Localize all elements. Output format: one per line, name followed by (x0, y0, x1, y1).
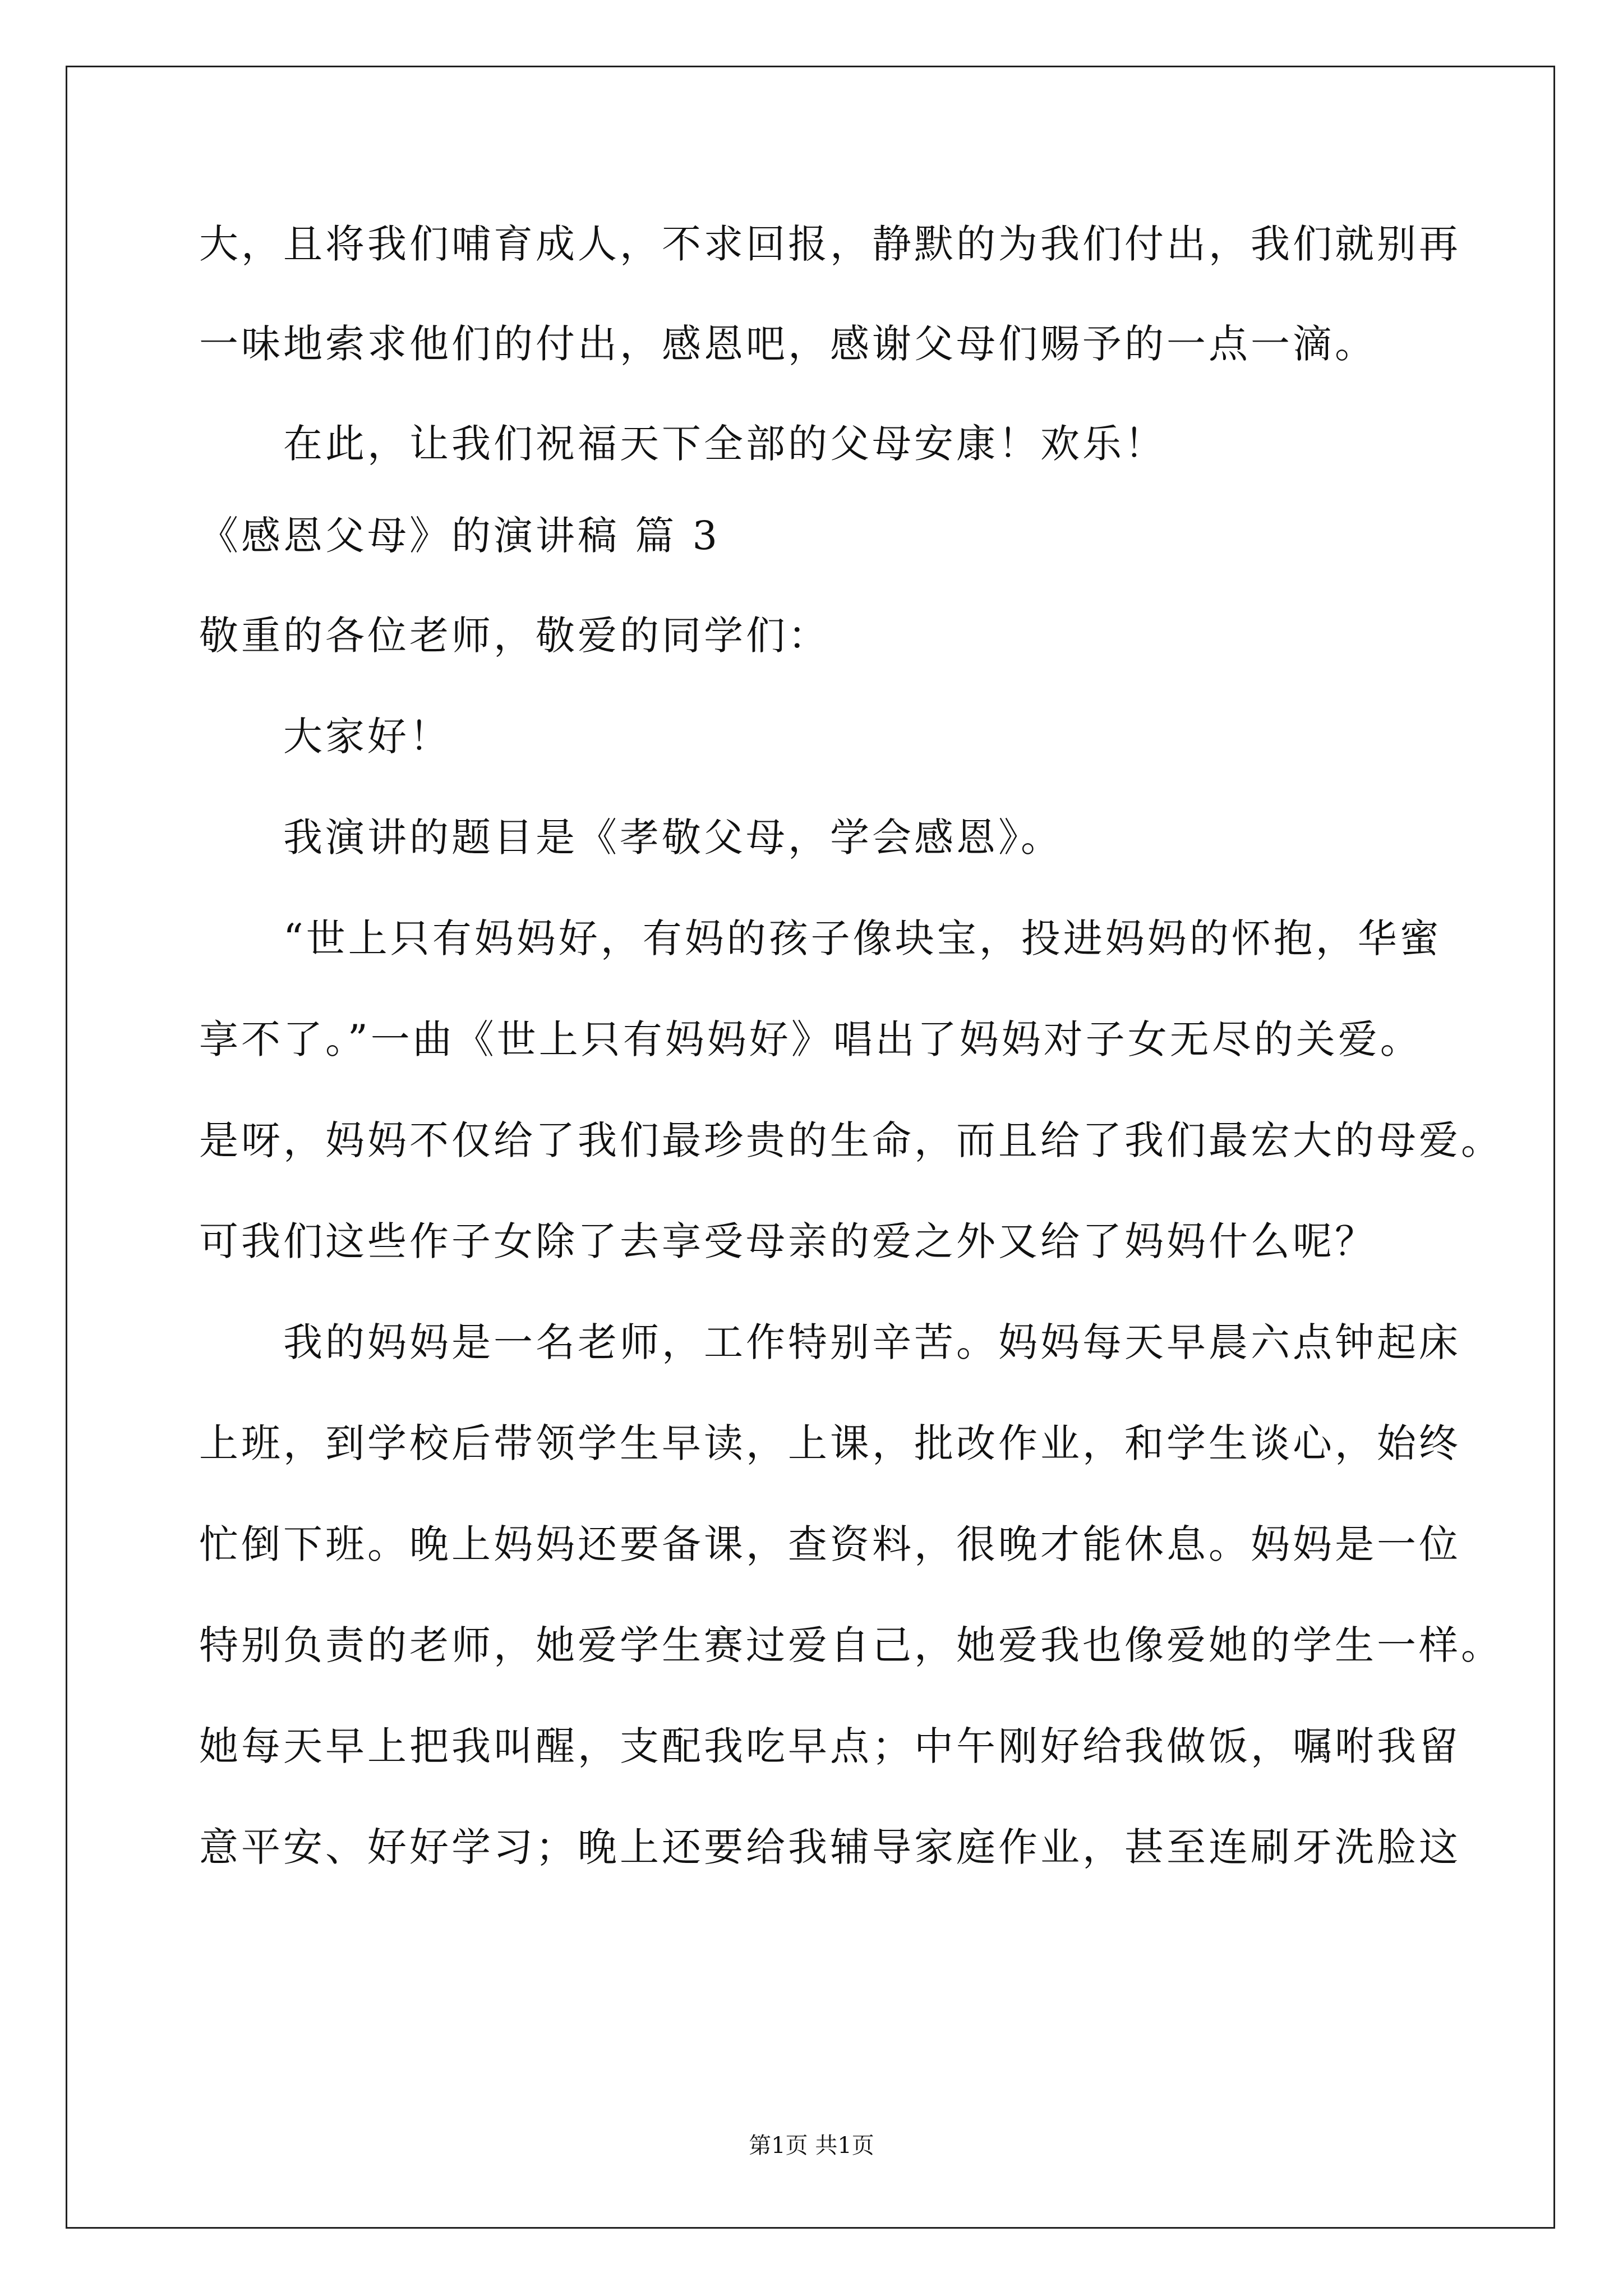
paragraph-line: 大，且将我们哺育成人，不求回报，静默的为我们付出，我们就别再 (199, 221, 1461, 267)
paragraph-line: 享不了。”一曲《世上只有妈妈好》唱出了妈妈对子女无尽的关爱。 (199, 1016, 1422, 1062)
paragraph-line: 她每天早上把我叫醒，支配我吃早点；中午刚好给我做饭，嘱咐我留 (199, 1723, 1461, 1769)
greeting: 大家好！ (283, 714, 451, 760)
paragraph-line: 忙倒下班。晚上妈妈还要备课，查资料，很晚才能休息。妈妈是一位 (199, 1521, 1461, 1567)
paragraph-line: 在此，让我们祝福天下全部的父母安康！欢乐！ (283, 421, 1166, 467)
paragraph-line: 特别负责的老师，她爱学生赛过爱自己，她爱我也像爱她的学生一样。 (199, 1622, 1503, 1668)
salutation: 敬重的各位老师，敬爱的同学们： (199, 613, 830, 659)
paragraph-line: “世上只有妈妈好，有妈的孩子像块宝，投进妈妈的怀抱，华蜜 (283, 915, 1442, 961)
page-footer: 第1页 共1页 (749, 2133, 874, 2159)
paragraph-line: 我演讲的题目是《孝敬父母，学会感恩》。 (283, 815, 1063, 861)
section-heading: 《感恩父母》的演讲稿 篇 3 (199, 513, 721, 559)
paragraph-line: 意平安、好好学习；晚上还要给我辅导家庭作业，甚至连刷牙洗脸这 (199, 1824, 1461, 1870)
paragraph-line: 上班，到学校后带领学生早读，上课，批改作业，和学生谈心，始终 (199, 1420, 1461, 1466)
paragraph-line: 一味地索求他们的付出，感恩吧，感谢父母们赐予的一点一滴。 (199, 321, 1377, 367)
paragraph-line: 是呀，妈妈不仅给了我们最珍贵的生命，而且给了我们最宏大的母爱。 (199, 1117, 1503, 1163)
paragraph-line: 可我们这些作子女除了去享受母亲的爱之外又给了妈妈什么呢？ (199, 1218, 1377, 1264)
paragraph-line: 我的妈妈是一名老师，工作特别辛苦。妈妈每天早晨六点钟起床 (283, 1319, 1461, 1365)
